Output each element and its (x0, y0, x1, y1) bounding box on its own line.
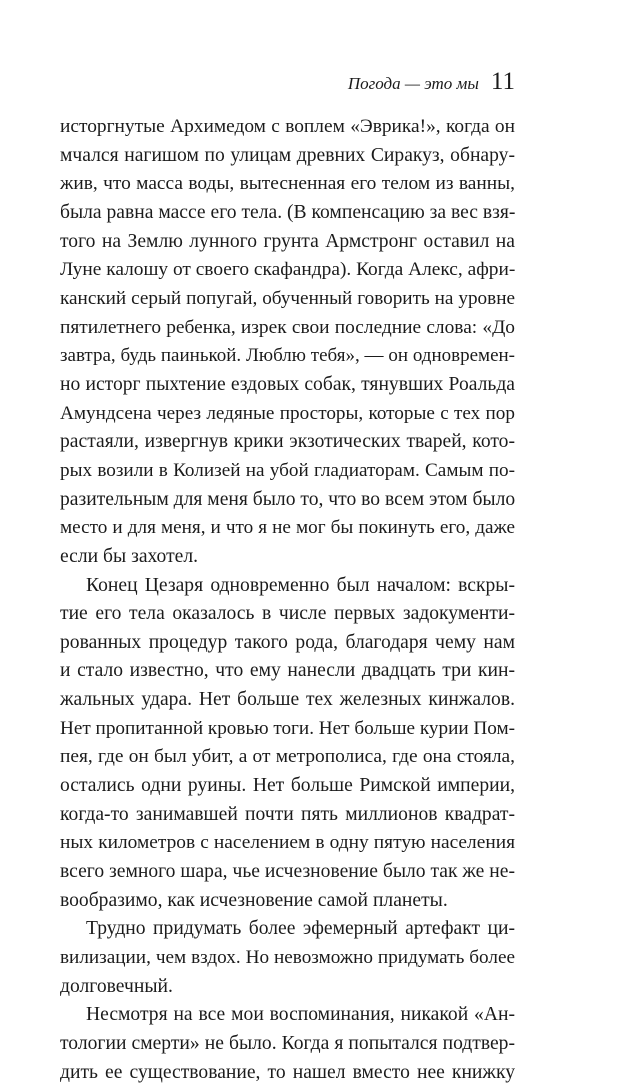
text-line: и стало известно, что ему нанесли двадцать три кин- (60, 660, 515, 682)
text-line: исторгнутые Архимедом с воплем «Эврика!», когда он (60, 116, 515, 137)
running-head (60, 68, 515, 96)
text-line: тологии смерти» не было. Когда я попытался подтвер- (60, 1033, 515, 1054)
text-line: растаяли, извергнув крики экзотических тварей, кото- (60, 431, 515, 453)
text-line: разительным для меня было то, что во всем этом было (60, 488, 516, 510)
text-line: вообразимо, как исчезновение самой планеты. (60, 889, 448, 911)
text-line: место и для меня, и что я не мог бы покинуть его, даже (60, 517, 515, 539)
text-line: Несмотря на все мои воспоминания, никакой «Ан- (86, 1004, 515, 1026)
text-line: всего земного шара, чье исчезновение было так же не- (60, 861, 515, 883)
text-line: дить ее существование, то нашел вместо нее книжку (60, 1061, 515, 1083)
running-title: Погода — это мы (347, 74, 479, 93)
text-line: если бы захотел. (60, 545, 199, 567)
text-line: мчался нагишом по улицам древних Сиракуз, обнару- (60, 144, 515, 166)
text-line: жальных удара. Нет больше тех железных кинжалов. (60, 689, 515, 711)
text-line: долговечный. (60, 975, 173, 997)
text-line: завтра, будь паинькой. Люблю тебя», — он одновремен- (60, 345, 515, 367)
text-line: того на Землю лунного грунта Армстронг оставил на (60, 230, 515, 252)
text-line: Нет пропитанной кровью тоги. Нет больше курии Пом- (60, 717, 516, 739)
text-line: рых возили в Колизей на убой гладиаторам. Самым по- (60, 459, 515, 481)
text-line: ных километров с населением в одну пятую населения (60, 832, 515, 854)
text-line: канский серый попугай, обученный говорить на уровне (60, 287, 515, 309)
text-line: пятилетнего ребенка, изрек свои последние слова: «До (60, 316, 515, 338)
text-line: жив, что масса воды, вытесненная его телом из ванны, (60, 173, 515, 195)
page-number: 11 (490, 68, 515, 95)
text-line: вилизации, чем вздох. Но невозможно придумать более (60, 947, 515, 969)
text-line: но исторг пыхтение ездовых собак, тянувших Роальда (60, 373, 515, 395)
text-line: тие его тела оказалось в числе первых задокументи- (60, 603, 515, 625)
text-line: Трудно придумать более эфемерный артефакт ци- (86, 918, 515, 940)
text-line: пея, где он был убит, а от метрополиса, где она стояла, (60, 746, 515, 768)
text-line: Конец Цезаря одновременно был началом: вскры- (86, 574, 515, 596)
text-line: когда-то занимавшей почти пять миллионов квадрат- (60, 803, 515, 825)
text-line: Амундсена через ледяные просторы, которые с тех пор (60, 402, 515, 424)
text-line: была равна массе его тела. (В компенсацию за вес взя- (60, 201, 516, 223)
body-text (60, 113, 515, 1087)
text-line: остались одни руины. Нет больше Римской империи, (60, 775, 515, 797)
text-line: Луне калошу от своего скафандра). Когда Алекс, афри- (60, 259, 516, 281)
text-line: рованных процедур такого рода, благодаря чему нам (60, 631, 515, 653)
